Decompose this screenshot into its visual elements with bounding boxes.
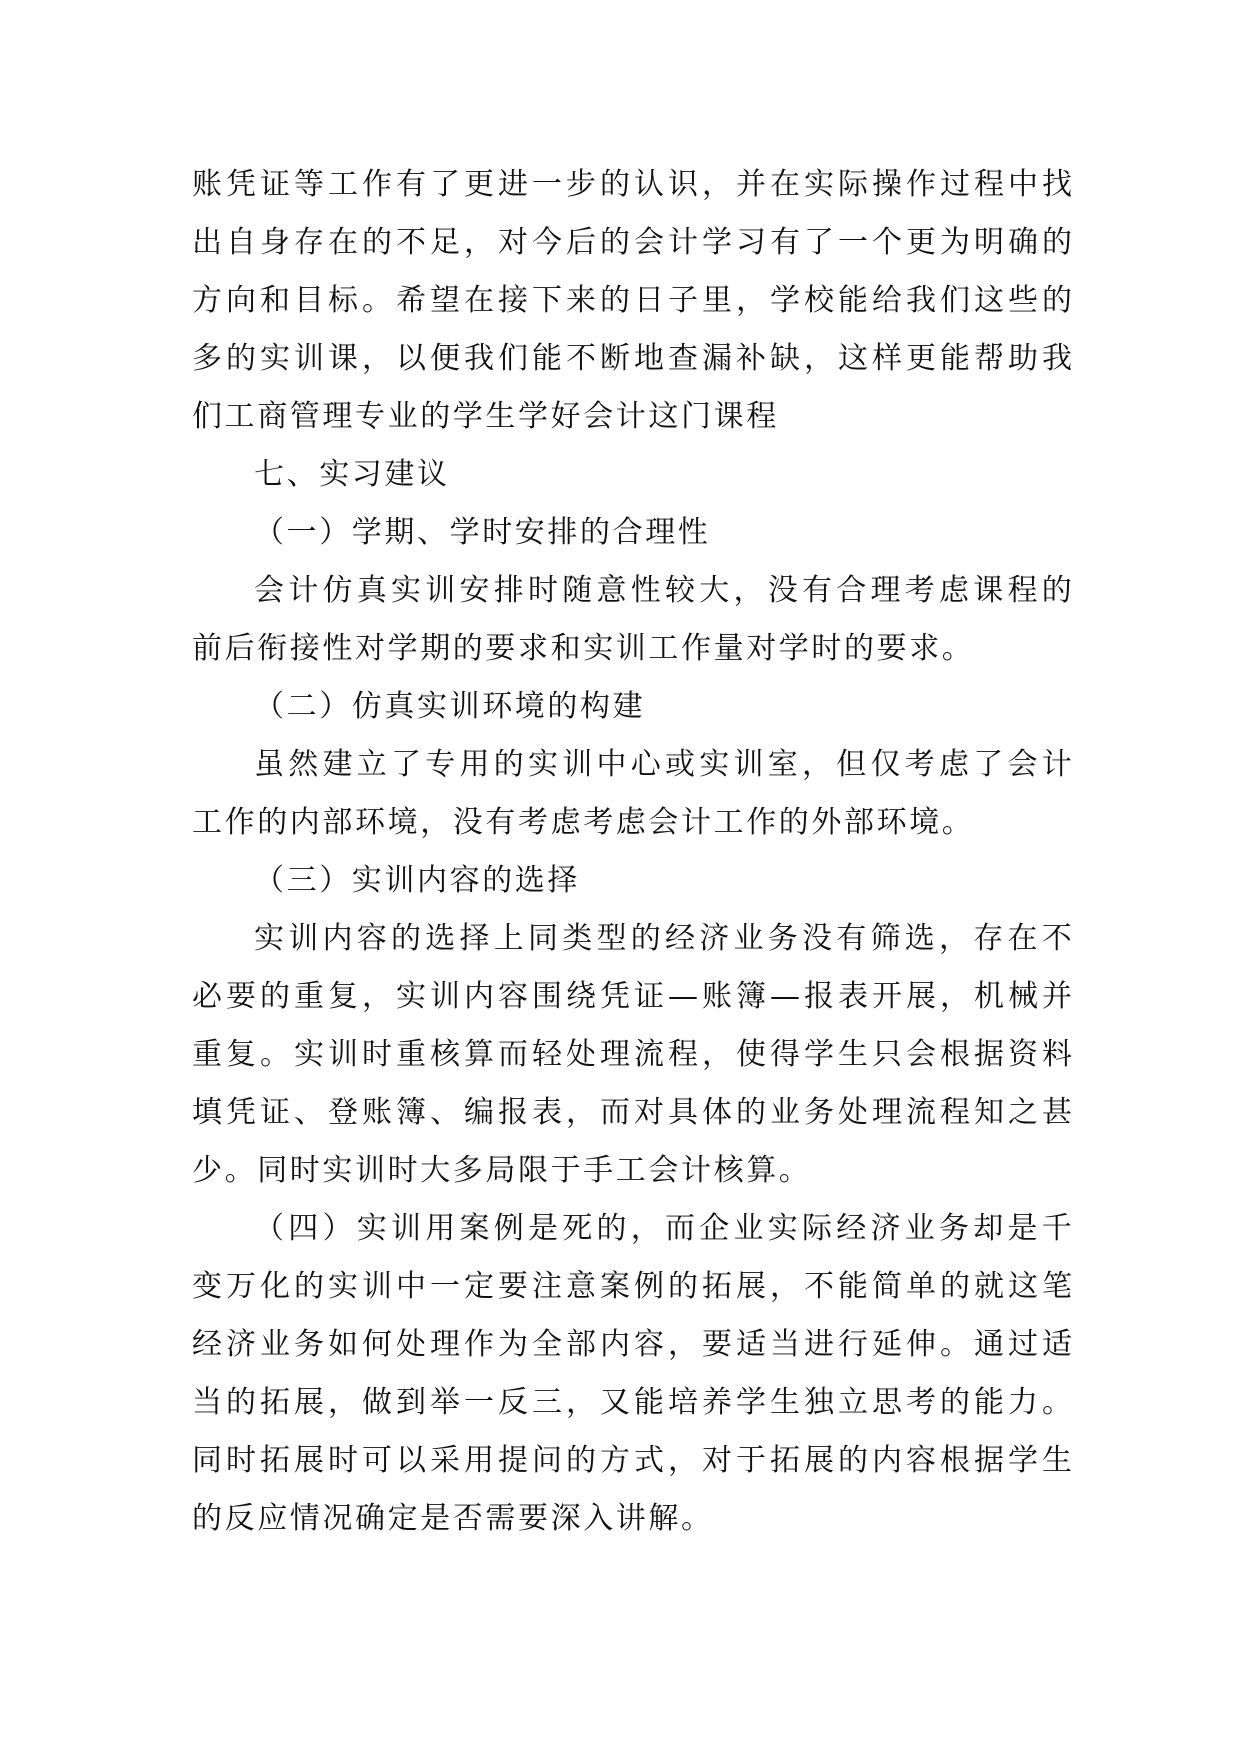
text-line: 必 要 的 重 复 ， 实 训 内 容 围 绕 凭 证 — 账 簿 — 报 表 开 展 ， 机 械 并 xyxy=(192,979,1072,1014)
text-line: 多 的 实 训 课 ， 以 便 我 们 能 不 断 地 查 漏 补 缺 ， 这 样 更 能 帮 助 我 xyxy=(192,341,1072,376)
text-line: （ 四 ） 实 训 用 案 例 是 死 的 ， 而 企 业 实 际 经 济 业 务 却 是 千 xyxy=(254,1211,1072,1246)
text-line: 虽 然 建 立 了 专 用 的 实 训 中 心 或 实 训 室 ， 但 仅 考 虑 了 会 计 xyxy=(254,747,1072,782)
text-line: 前后衔接性对学期的要求和实训工作量对学时的要求。 xyxy=(192,631,975,666)
text-line: 工作的内部环境，没有考虑考虑会计工作的外部环境。 xyxy=(192,805,975,840)
text-line: 重 复 。 实 训 时 重 核 算 而 轻 处 理 流 程 ， 使 得 学 生 只 会 根 据 资 料 xyxy=(192,1037,1072,1072)
text-line: （一）学期、学时安排的合理性 xyxy=(254,515,711,550)
text-line: 的反应情况确定是否需要深入讲解。 xyxy=(192,1501,714,1536)
text-line: 同 时 拓 展 时 可 以 采 用 提 问 的 方 式 ， 对 于 拓 展 的 内 容 根 据 学 生 xyxy=(192,1443,1072,1478)
text-line: 当 的 拓 展 ， 做 到 举 一 反 三 ， 又 能 培 养 学 生 独 立 思 考 的 能 力 。 xyxy=(192,1385,1072,1420)
text-line: （二）仿真实训环境的构建 xyxy=(254,689,646,724)
text-line: 少。同时实训时大多局限于手工会计核算。 xyxy=(192,1153,812,1188)
text-line: 方 向 和 目 标 。 希 望 在 接 下 来 的 日 子 里 ， 学 校 能 给 我 们 这 些 的 xyxy=(192,283,1072,318)
text-line: 变 万 化 的 实 训 中 一 定 要 注 意 案 例 的 拓 展 ， 不 能 简 单 的 就 这 笔 xyxy=(192,1269,1072,1304)
text-line: 七、实习建议 xyxy=(254,457,450,492)
text-line: 会 计 仿 真 实 训 安 排 时 随 意 性 较 大 ， 没 有 合 理 考 虑 课 程 的 xyxy=(254,573,1072,608)
text-line: 账 凭 证 等 工 作 有 了 更 进 一 步 的 认 识 ， 并 在 实 际 操 作 过 程 中 找 xyxy=(192,167,1072,202)
text-line: 经 济 业 务 如 何 处 理 作 为 全 部 内 容 ， 要 适 当 进 行 延 伸 。 通 过 适 xyxy=(192,1327,1072,1362)
text-line: （三）实训内容的选择 xyxy=(254,863,580,898)
document-page xyxy=(192,156,1072,1548)
text-line: 们工商管理专业的学生学好会计这门课程 xyxy=(192,399,779,434)
text-line: 出 自 身 存 在 的 不 足 ， 对 今 后 的 会 计 学 习 有 了 一 个 更 为 明 确 的 xyxy=(192,225,1072,260)
text-line: 填 凭 证 、 登 账 簿 、 编 报 表 ， 而 对 具 体 的 业 务 处 理 流 程 知 之 甚 xyxy=(192,1095,1072,1130)
text-line: 实 训 内 容 的 选 择 上 同 类 型 的 经 济 业 务 没 有 筛 选 ， 存 在 不 xyxy=(254,921,1072,956)
